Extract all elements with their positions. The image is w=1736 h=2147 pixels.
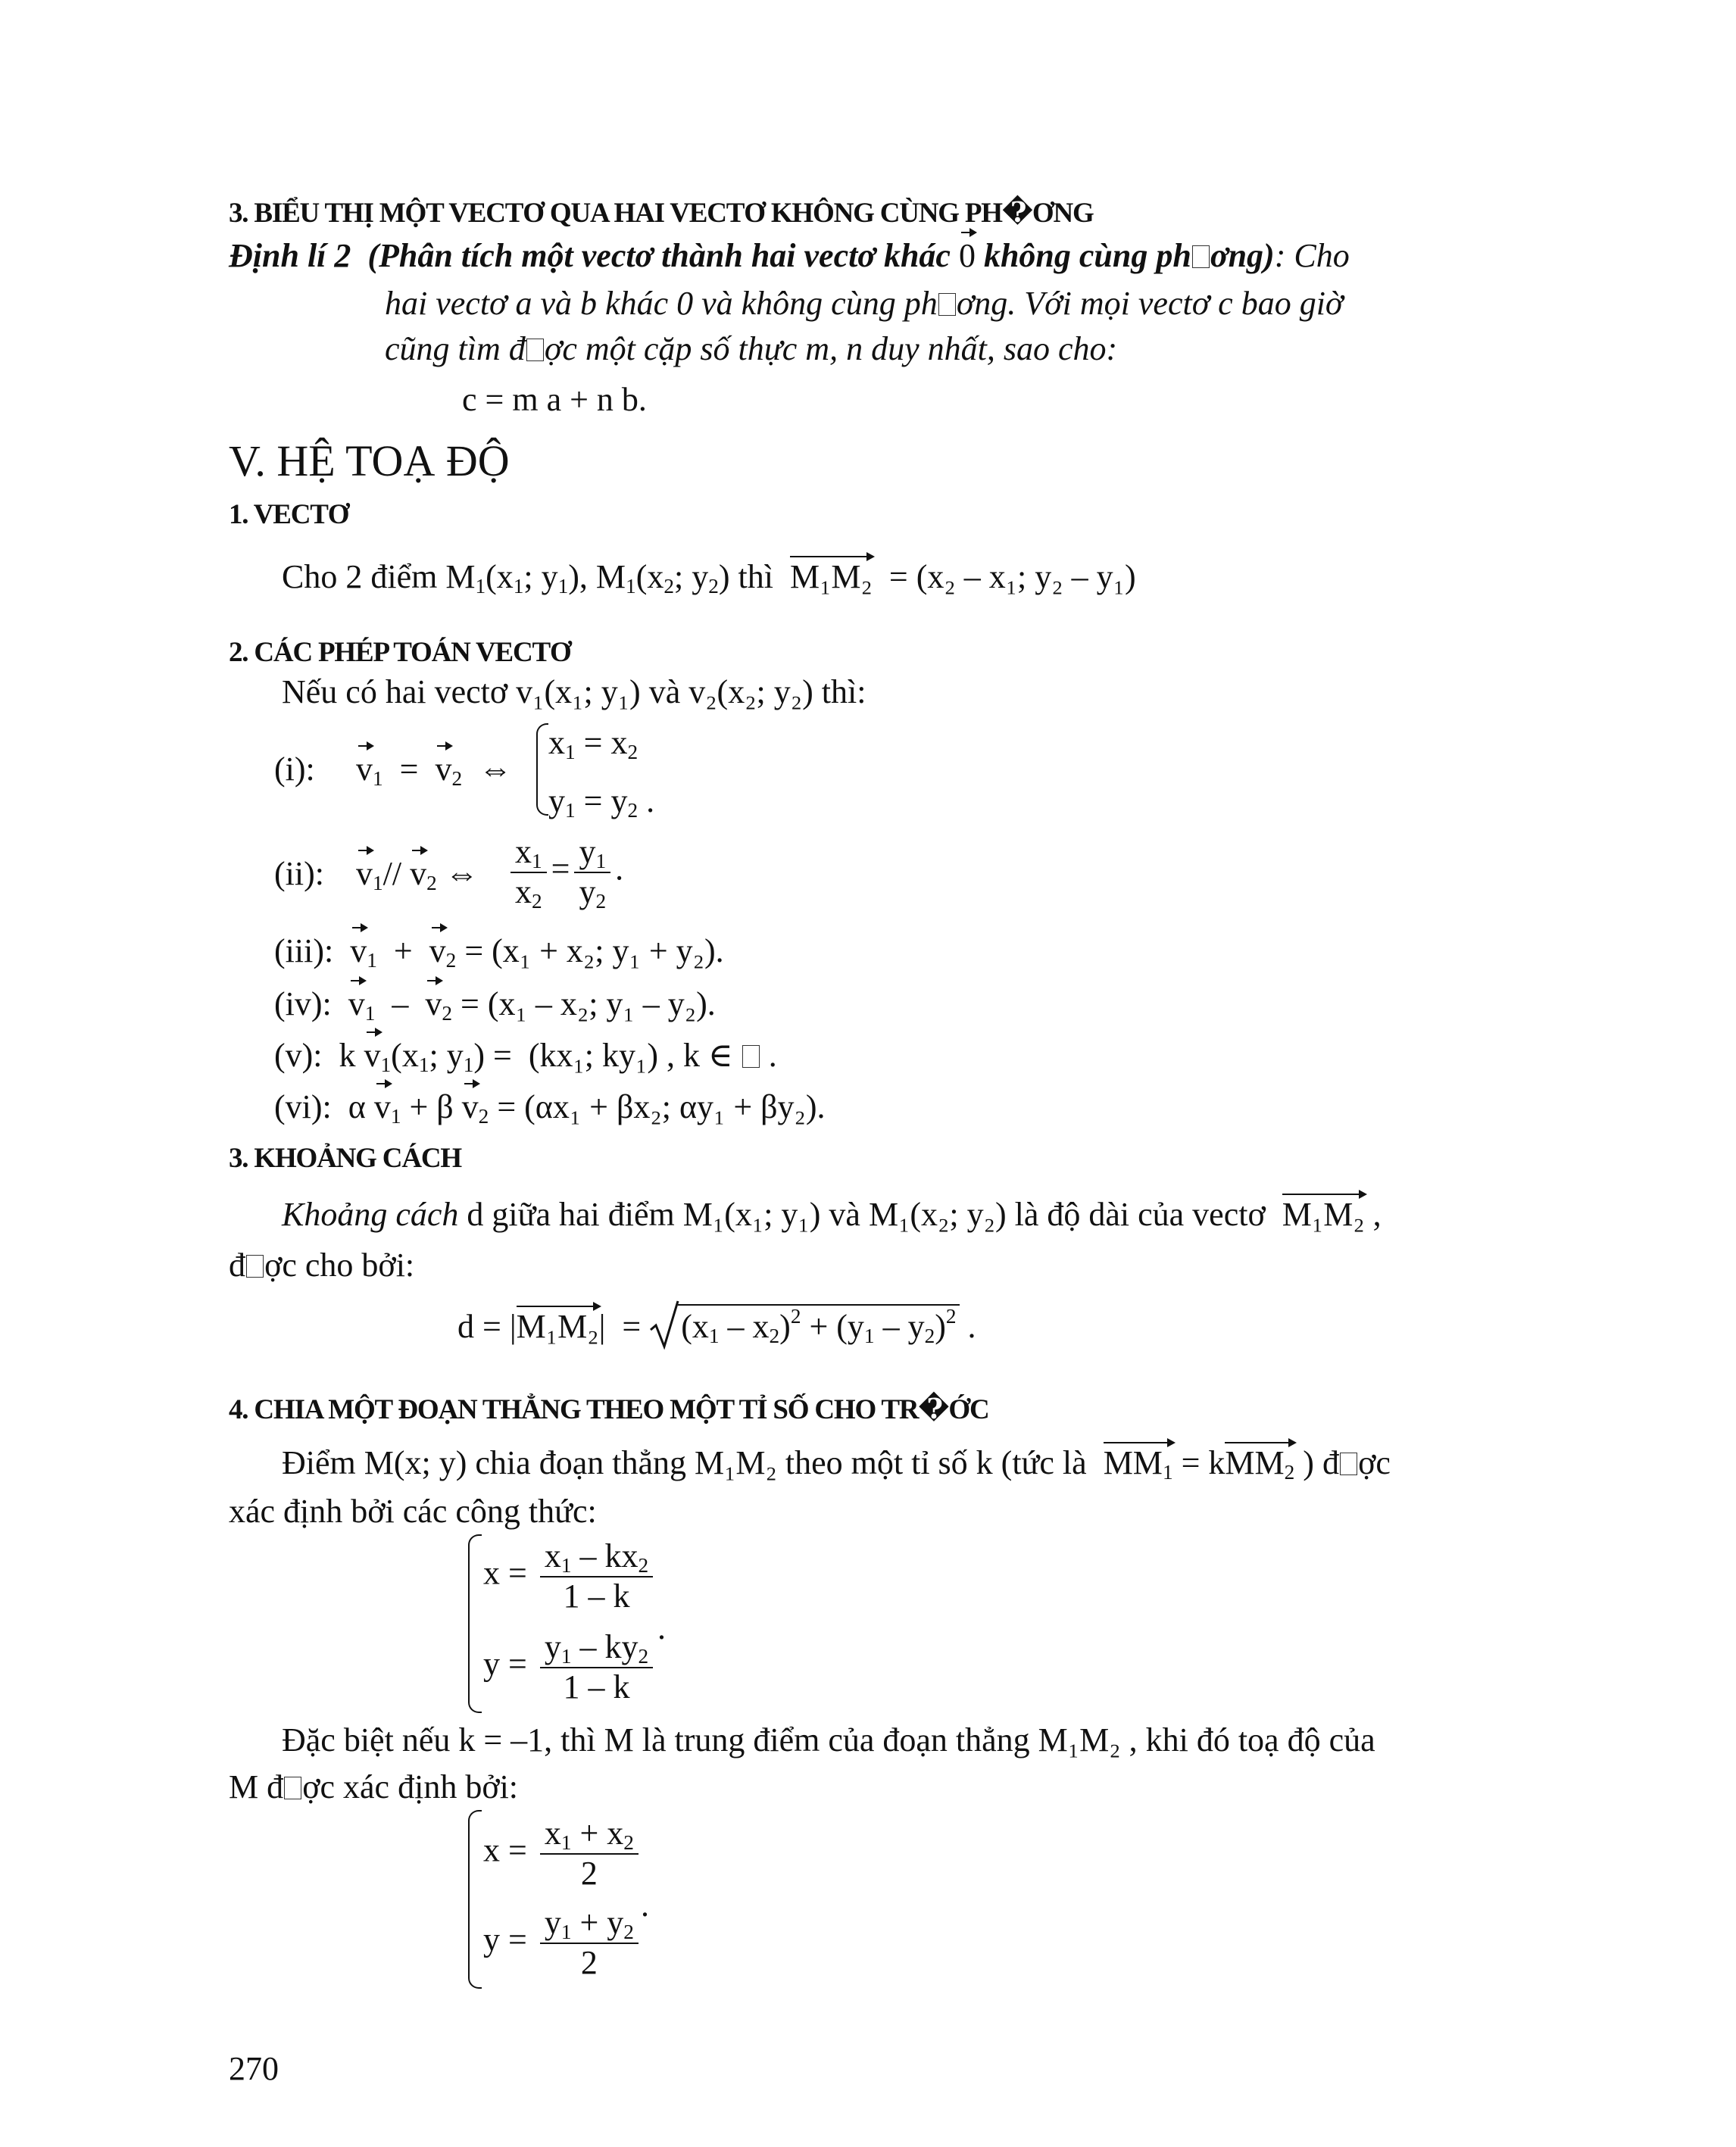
op-vi: (vi): α $v_1 + \beta$ $v_2 = (\alpha x_1 + \beta x_2$; αy₁ + βy₂). xyxy=(274,1088,826,1128)
sqrt-radical: $(x_1 - x_2)^2 + (y_1 - y_2)^2$ xyxy=(649,1304,959,1346)
text: ợc xyxy=(1358,1444,1391,1481)
text: Cho 2 điểm M xyxy=(282,558,476,595)
text: ; y xyxy=(523,558,558,595)
system-brace xyxy=(536,723,548,816)
page-number: 270 xyxy=(229,2050,279,2087)
distance-line-1: Khoảng cách d giữa hai điểm M₁(x₁; y₁) và M₁(x₂; y₂) là độ dài của vectơ M₁M₂ , xyxy=(282,1196,1382,1233)
vector-mm2: $MM_2$ xyxy=(1225,1444,1295,1484)
op-v: (v): k $v_1(x_1$; $y_1) = (kx_1$; ky₁) , k ∈ . xyxy=(274,1037,777,1076)
op-i-eq2: $y_1 = y_2$ . xyxy=(548,782,655,822)
distance-line-2 xyxy=(229,1246,414,1284)
theorem-title-a: (Phân tích một vectơ thành hai vectơ khác xyxy=(367,237,951,274)
op-iii: (iii): $v_1 + v_2 = (x_1 + x_2$; y₁ + y₂). xyxy=(274,932,724,972)
text: (x xyxy=(635,558,664,595)
theorem-line-3 xyxy=(385,329,1117,368)
missing-glyph-icon xyxy=(284,1777,301,1799)
op-label: (ii): xyxy=(274,855,324,892)
missing-glyph-icon xyxy=(742,1045,760,1067)
vector-definition: Cho 2 điểm $M_1(x_1$; $y_1$), $M_1(x_2$; $y_2$) thì M₁M₂ = (x₂ – x₁; y₂ – y₁) xyxy=(282,558,1136,598)
op-label: (vi): xyxy=(274,1088,332,1125)
theorem-formula: c = m a + n b. xyxy=(462,381,647,418)
vector-m1m2: M₁M₂ xyxy=(1282,1196,1365,1233)
midpoint-y: y = $\frac{y_1 + y_2}{2}$ xyxy=(483,1904,643,1982)
formula-y: y = $\frac{y_1 - ky_2}{1 - k}$ xyxy=(483,1628,657,1706)
chapter-title: V. HỆ TOẠ ĐỘ xyxy=(229,436,510,485)
text: ) đ xyxy=(1303,1444,1339,1481)
text: ợc cho bởi: xyxy=(264,1247,415,1284)
sqrt-icon xyxy=(649,1300,679,1350)
distance-formula: d = |M₁M₂| = $(x_1 - x_2)^2 + (y_1 - y_2)^2$ . xyxy=(457,1304,976,1346)
vector-m1m2: M₁M₂ xyxy=(516,1308,599,1345)
theorem-title-b: không cùng ph xyxy=(983,237,1191,274)
op-i-lhs: $v_1 = v_2$ ⇔ xyxy=(356,751,513,790)
system-brace xyxy=(468,1534,482,1713)
text: d = xyxy=(457,1308,501,1345)
theorem-line-1: Định lí 2 (Phân tích một vectơ thành hai vectơ khác 0 không cùng ph ơng): Cho xyxy=(229,237,1350,274)
division-line-2: xác định bởi các công thức: xyxy=(229,1493,597,1530)
missing-glyph-icon xyxy=(1340,1453,1357,1475)
midpoint-line-1: Đặc biệt nếu k = –1, thì M là trung điểm của đoạn thẳng M₁M₂ , khi đó toạ độ của xyxy=(282,1721,1375,1758)
theorem-line2b: ơng. Với mọi vectơ c bao giờ xyxy=(956,285,1344,322)
text: đ xyxy=(229,1247,245,1284)
text: d giữa hai điểm M₁(x₁; y₁) và M₁(x₂; y₂) là độ dài của vectơ xyxy=(467,1196,1266,1233)
section-heading: 2. CÁC PHÉP TOÁN VECTƠ xyxy=(229,637,571,668)
theorem-line-2 xyxy=(385,284,1343,323)
punct: . xyxy=(641,1886,649,1924)
theorem-line1-tail: : Cho xyxy=(1274,237,1350,274)
missing-glyph-icon xyxy=(938,293,956,315)
formula-x: x = $\frac{x_1 - kx_2}{1 - k}$ xyxy=(483,1537,657,1615)
text: = xyxy=(622,1308,642,1345)
theorem-title-c: ơng) xyxy=(1210,237,1275,274)
missing-glyph-icon xyxy=(526,339,544,360)
section-heading: 4. CHIA MỘT ĐOẠN THẲNG THEO MỘT TỈ SỐ CHO TR�ỚC xyxy=(229,1394,989,1425)
text: ), M xyxy=(568,558,626,595)
text: ợc xác định bởi: xyxy=(302,1768,519,1805)
section-heading: 1. VECTƠ xyxy=(229,499,349,530)
op-label: (iv): xyxy=(274,985,332,1022)
op-i-eq1: $x_1 = x_2$ xyxy=(548,724,639,763)
op-expr: = (x₁ – x₂; y₁ – y₂). xyxy=(461,985,716,1022)
op-expr: = (x₁ + x₂; y₁ + y₂). xyxy=(464,932,724,969)
division-line-1: Điểm M(x; y) chia đoạn thẳng M₁M₂ theo một tỉ số k (tức là $MM_1 = kMM_2$ ) đ ợc xyxy=(282,1444,1391,1484)
section-heading: 3. BIỂU THỊ MỘT VECTƠ QUA HAI VECTƠ KHÔNG CÙNG PH�ƠNG xyxy=(229,198,1094,229)
vector-result: = (x₂ – x₁; y₂ – y₁) xyxy=(888,558,1136,595)
text: M đ xyxy=(229,1768,284,1805)
op-iv: (iv): $v_1 - v_2 = (x_1 - x_2$; y₁ – y₂). xyxy=(274,985,716,1025)
op-label: (iii): xyxy=(274,932,334,969)
missing-glyph-icon xyxy=(1192,245,1210,267)
text: Điểm M(x; y) chia đoạn thẳng M₁M₂ theo một tỉ số k (tức là xyxy=(282,1444,1087,1481)
punct: . xyxy=(657,1609,666,1646)
text: ) thì xyxy=(718,558,773,595)
section-heading: 3. KHOẢNG CÁCH xyxy=(229,1143,461,1174)
text: Khoảng cách xyxy=(282,1196,459,1233)
theorem-line3a: cũng tìm đ xyxy=(385,330,526,367)
midpoint-x: x = $\frac{x_1 + x_2}{2}$ xyxy=(483,1815,643,1893)
theorem-label: Định lí 2 xyxy=(229,237,351,274)
op-ii-fraction: $\frac{x_1}{x_2}$ = $\frac{y_1}{y_2}$ . xyxy=(506,833,623,911)
op-expr: = (αx₁ + βx₂; αy₁ + βy₂). xyxy=(497,1088,826,1125)
missing-glyph-icon xyxy=(246,1255,264,1277)
theorem-line3b: ợc một cặp số thực m, n duy nhất, sao cho: xyxy=(544,330,1118,367)
text: ; y xyxy=(673,558,709,595)
text: (x xyxy=(486,558,514,595)
op-label: (v): xyxy=(274,1037,323,1074)
vector-m1m2: M₁M₂ xyxy=(789,558,873,595)
vector-mm1: $MM_1$ xyxy=(1103,1444,1173,1484)
op-ii-lhs: $v_1//$ $v_2$ ⇔ xyxy=(356,855,479,894)
system-brace xyxy=(468,1810,482,1989)
midpoint-line-2 xyxy=(229,1768,518,1806)
op-expr: (kx₁; ky₁) , k ∈ xyxy=(528,1037,733,1074)
op-label: (i): xyxy=(274,751,315,788)
theorem-line2: hai vectơ a và b khác 0 và không cùng ph xyxy=(385,285,938,322)
operations-intro: Nếu có hai vectơ v₁(x₁; y₁) và v₂(x₂; y₂) thì: xyxy=(282,673,866,710)
